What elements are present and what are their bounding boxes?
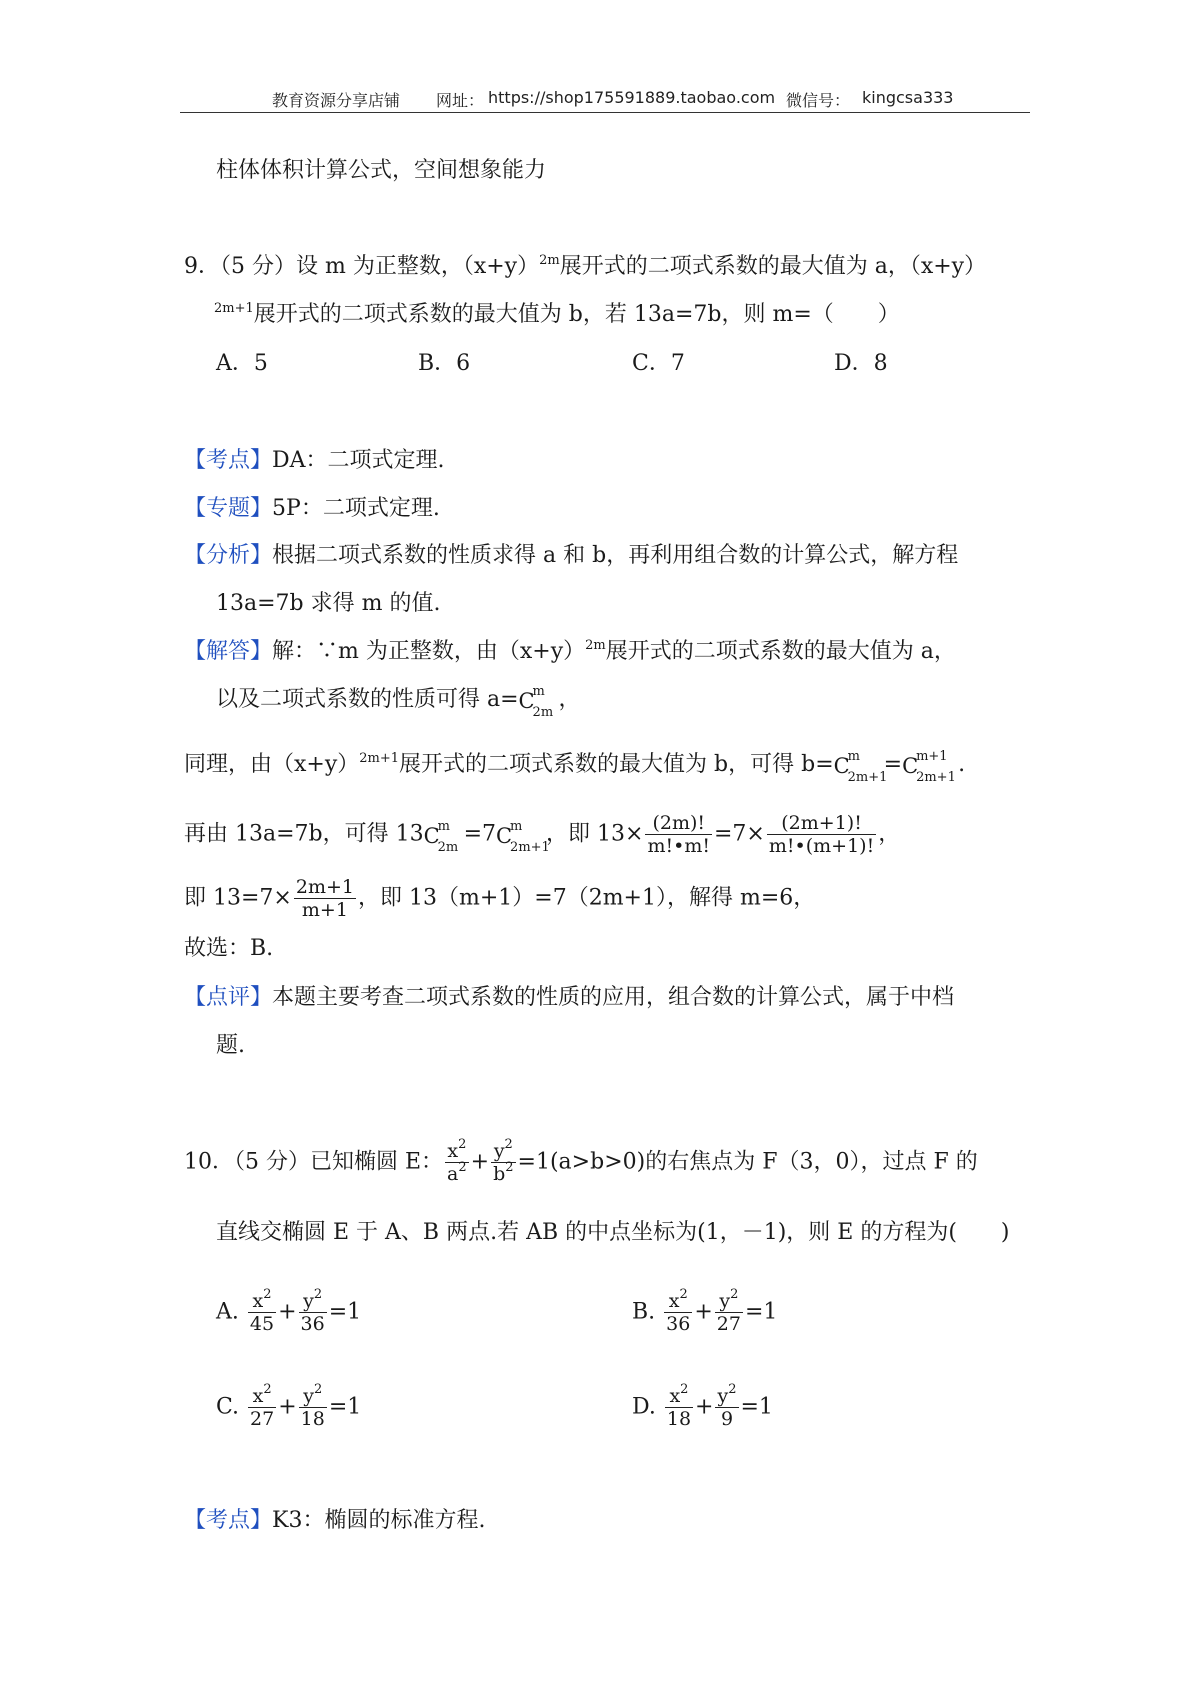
q9-jieda-2: 以及二项式系数的性质可得 a= C m 2m ， bbox=[216, 684, 581, 720]
q10-kaodian: 【考点】K3：椭圆的标准方程. bbox=[184, 1508, 486, 1533]
q9-tongli: 同理，由$(x+y)^{2m+1}$展开式的二项式系数的最大值为 b，可得 b= C m 2m+1 = C m+1 2m+1 . bbox=[184, 749, 966, 785]
q9-zhuanti: 【专题】5P：二项式定理. bbox=[184, 496, 440, 521]
q10-option-a: A. $\frac{x^2}{45}$ + $\frac{y^2}{36}$ =1 bbox=[216, 1287, 362, 1335]
q9-ji: 即 13=7× $\frac{2m+1}{m+1}$ ，即 13（m+1）=7（2m+1），解得 m=6， bbox=[184, 876, 816, 921]
frac-y2-b2: $\frac{y^2}{b^2}$ bbox=[493, 1137, 514, 1185]
binom-c-2m1-m1: C m+1 2m+1 bbox=[902, 749, 956, 785]
frac-x2-a2: $\frac{x^2}{a^2}$ bbox=[447, 1137, 467, 1185]
q9-dianping-2: 题. bbox=[216, 1033, 245, 1058]
q10-line1: 10．（5 分）已知椭圆 E： $\frac{x^2}{a^2}$ + $\frac{y^2}{b^2}$ =1(a>b>0)的右焦点为 F（3，0），过点 F 的 bbox=[184, 1137, 978, 1185]
q9-option-c: C．7 bbox=[632, 351, 685, 376]
q9-line2: $^{2m+1}$展开式的二项式系数的最大值为 b，若 13a=7b，则 m=（ ） bbox=[214, 301, 900, 327]
q9-line1: 9．（5 分）设 m 为正整数，$(x+y)^{2m}$展开式的二项式系数的最大值为 a，（x+y） bbox=[184, 253, 987, 279]
header-shop: 教育资源分享店铺 bbox=[272, 91, 401, 110]
q10-option-b: B. $\frac{x^2}{36}$ + $\frac{y^2}{27}$ =1 bbox=[632, 1287, 778, 1335]
q10-option-c: C. $\frac{x^2}{27}$ + $\frac{y^2}{18}$ =1 bbox=[216, 1382, 362, 1430]
q10-line2: 直线交椭圆 E 于 A、B 两点.若 AB 的中点坐标为(1，－1)，则 E 的方程为( ) bbox=[216, 1220, 1010, 1245]
q10-option-d: D. $\frac{x^2}{18}$ + $\frac{y^2}{9}$ =1 bbox=[632, 1382, 773, 1430]
header-url[interactable]: https://shop175591889.taobao.com bbox=[488, 88, 776, 107]
header-url-label: 网址： bbox=[436, 91, 485, 110]
q9-guxuan: 故选：B. bbox=[184, 936, 274, 961]
binom-c-2m1-m: C m 2m+1 bbox=[833, 749, 888, 785]
frac-2m1-m1: $\frac{2m+1}{m+1}$ bbox=[295, 876, 354, 921]
q9-jieda: 【解答】解：∵m 为正整数，由$(x+y)^{2m}$展开式的二项式系数的最大值为 a， bbox=[184, 638, 956, 664]
frac-factorial-2: $\frac{(2m+1)!}{m!•(m+1)!}$ bbox=[768, 812, 875, 857]
header-wechat: kingcsa333 bbox=[862, 88, 954, 107]
q9-fenxi: 【分析】根据二项式系数的性质求得 a 和 b，再利用组合数的计算公式，解方程 bbox=[184, 543, 959, 568]
header-wechat-label: 微信号： bbox=[786, 91, 851, 110]
q9-fenxi-2: 13a=7b 求得 m 的值. bbox=[216, 591, 441, 616]
q9-option-b: B．6 bbox=[418, 351, 471, 376]
header-rule bbox=[180, 112, 1030, 113]
binom-7-c: C m 2m+1 bbox=[496, 818, 550, 855]
q9-option-d: D．8 bbox=[834, 351, 888, 376]
binom-c-2m-m: C m 2m bbox=[518, 684, 554, 720]
q9-kaodian: 【考点】DA：二项式定理. bbox=[184, 448, 445, 473]
frac-factorial-1: $\frac{(2m)!}{m!•m!}$ bbox=[647, 812, 710, 857]
q9-zai: 再由 13a=7b，可得 13 C m 2m =7 C m 2m+1 ，即 13× $\frac{(2m)!}{m!•m!}$ =7× $\frac{(2m+1)!}{m!•(m+1)!}$ ， bbox=[184, 812, 901, 857]
q9-option-a: A．5 bbox=[216, 351, 268, 376]
q9-dianping: 【点评】本题主要考查二项式系数的性质的应用，组合数的计算公式，属于中档 bbox=[184, 985, 955, 1010]
prev-tail: 柱体体积计算公式，空间想象能力 bbox=[216, 158, 547, 183]
binom-13-c: C m 2m bbox=[423, 818, 459, 855]
